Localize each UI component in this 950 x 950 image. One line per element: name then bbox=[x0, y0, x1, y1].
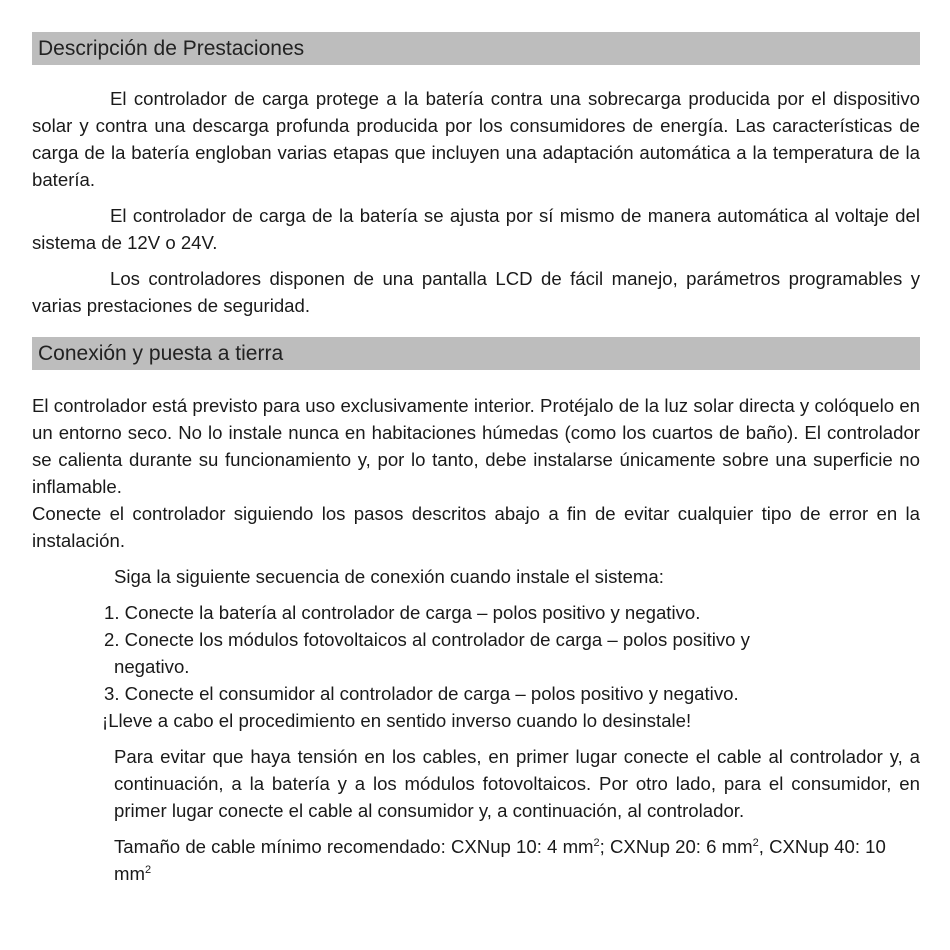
paragraph: El controlador está previsto para uso exclusivamente interior. Protéjalo de la luz solar directa y colóquelo en un entorno seco. No lo instale nunca en habitaciones húmedas (como los cuartos de baño). El controlador se calienta durante su funcionamiento y, por lo tanto, debe instalarse únicamente sobre una superficie no inflamable. bbox=[32, 395, 920, 497]
reverse-note: ¡Lleve a cabo el procedimiento en sentido inverso cuando lo desinstale! bbox=[102, 710, 692, 731]
list-item: negativo. bbox=[114, 656, 190, 677]
list-item: 3. Conecte el consumidor al controlador de carga – polos positivo y negativo. bbox=[104, 683, 739, 704]
paragraph: El controlador de carga protege a la batería contra una sobrecarga producida por el dispositivo solar y contra una descarga profunda producida por los consumidores de energía. Las características de carga de la batería engloban varias etapas que incluyen una adaptación automática a la temperatura de la batería. bbox=[32, 88, 920, 190]
list-item: 2. Conecte los módulos fotovoltaicos al controlador de carga – polos positivo y bbox=[104, 629, 750, 650]
cable-note: Para evitar que haya tensión en los cables, en primer lugar conecte el cable al controlador y, a continuación, a la batería y a los módulos fotovoltaicos. Por otro lado, para el consumidor, en primer lugar conecte el cable al consumidor y, a continuación, al controlador. bbox=[114, 746, 920, 821]
sequence-intro: Siga la siguiente secuencia de conexión cuando instale el sistema: bbox=[114, 566, 664, 587]
document-page bbox=[32, 32, 920, 887]
paragraph: Conecte el controlador siguiendo los pasos descritos abajo a fin de evitar cualquier tipo de error en la instalación. bbox=[32, 503, 920, 551]
list-item: 1. Conecte la batería al controlador de carga – polos positivo y negativo. bbox=[104, 602, 701, 623]
cable-size-note: Tamaño de cable mínimo recomendado: CXNup 10: 4 $mm^2$; CXNup 20: 6 $mm^2$, CXNup 40: 10 $mm^2$ bbox=[114, 836, 886, 884]
paragraph: Los controladores disponen de una pantalla LCD de fácil manejo, parámetros programables y varias prestaciones de seguridad. bbox=[32, 268, 920, 316]
paragraph: El controlador de carga de la batería se ajusta por sí mismo de manera automática al voltaje del sistema de 12V o 24V. bbox=[32, 205, 920, 253]
steps-list bbox=[32, 599, 920, 734]
section-header-descripcion: Descripción de Prestaciones bbox=[32, 32, 920, 65]
section-header-conexion: Conexión y puesta a tierra bbox=[32, 337, 920, 370]
